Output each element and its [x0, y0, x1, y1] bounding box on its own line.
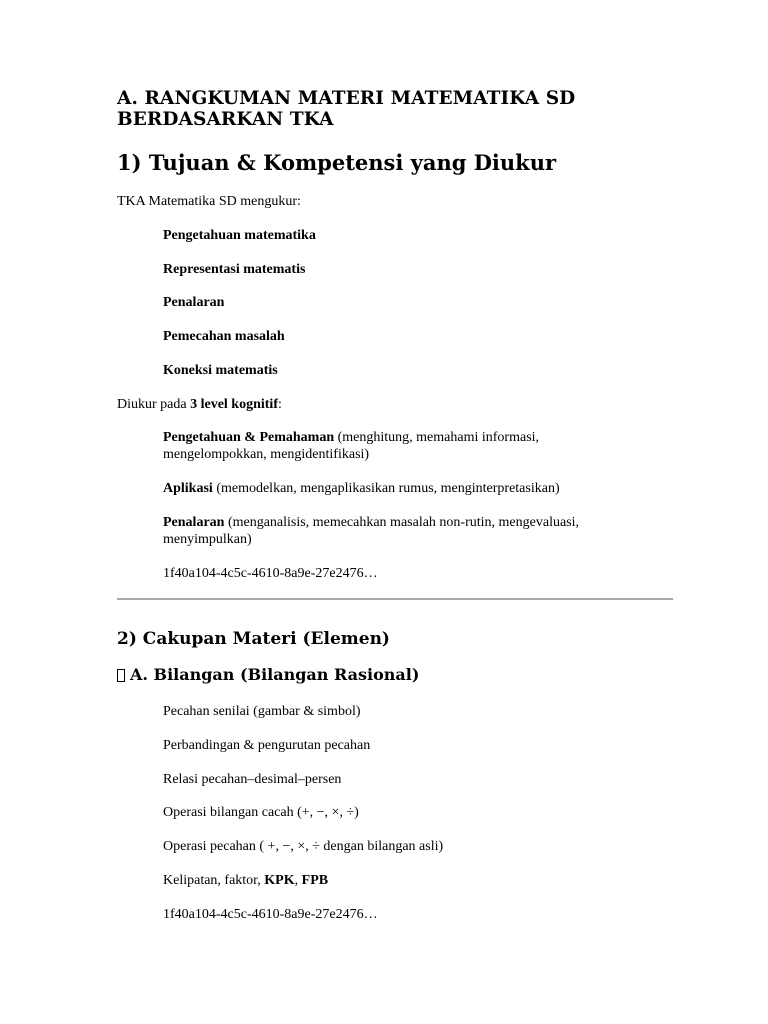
horizontal-divider	[117, 598, 673, 600]
section-1-intro: TKA Matematika SD mengukur:	[117, 194, 301, 209]
document-title: A. RANGKUMAN MATERI MATEMATIKA SD BERDASARKAN TKA	[117, 88, 576, 130]
competency-item: Representasi matematis	[163, 262, 306, 277]
material-item: Operasi bilangan cacah (+, −, ×, ÷)	[163, 805, 359, 820]
cognitive-level-item	[163, 480, 643, 497]
competency-item: Pemecahan masalah	[163, 329, 285, 344]
separator: ,	[294, 873, 302, 888]
truncated-id: 1f40a104-4c5c-4610-8a9e-27e2476…	[163, 566, 378, 581]
level-desc: (menghitung, memahami informasi, mengelompokkan, mengidentifikasi)	[163, 430, 540, 462]
cognitive-level-item	[163, 514, 643, 548]
levels-intro-prefix: Diukur pada	[117, 397, 191, 412]
subsection-title-text: A. Bilangan (Bilangan Rasional)	[130, 665, 420, 684]
levels-intro-suffix: :	[277, 397, 282, 412]
competency-item: Koneksi matematis	[163, 363, 278, 378]
section-2-title: 2) Cakupan Materi (Elemen)	[117, 629, 390, 649]
section-1-title: 1) Tujuan & Kompetensi yang Diukur	[117, 150, 557, 175]
level-term: Pengetahuan & Pemahaman	[163, 430, 335, 445]
level-desc: (menganalisis, memecahkan masalah non-rutin, mengevaluasi, menyimpulkan)	[163, 515, 580, 547]
level-desc: (memodelkan, mengaplikasikan rumus, menginterpretasikan)	[212, 481, 560, 496]
material-item: Operasi pecahan ( +, −, ×, ÷ dengan bilangan asli)	[163, 839, 444, 854]
cognitive-levels-intro	[117, 396, 282, 413]
truncated-id: 1f40a104-4c5c-4610-8a9e-27e2476…	[163, 907, 378, 922]
subsection-title	[117, 665, 419, 685]
level-term: Penalaran	[163, 515, 225, 530]
material-item: Pecahan senilai (gambar & simbol)	[163, 704, 361, 719]
levels-intro-bold: 3 level kognitif	[190, 397, 278, 412]
competency-item: Pengetahuan matematika	[163, 228, 316, 243]
fpb-term: FPB	[301, 873, 329, 888]
cognitive-level-item	[163, 429, 643, 463]
kpk-term: KPK	[264, 873, 295, 888]
material-item	[163, 872, 643, 889]
material-item: Relasi pecahan–desimal–persen	[163, 772, 342, 787]
material-item-prefix: Kelipatan, faktor,	[163, 873, 265, 888]
competency-item: Penalaran	[163, 295, 225, 310]
box-icon	[117, 669, 125, 682]
material-item: Perbandingan & pengurutan pecahan	[163, 738, 371, 753]
level-term: Aplikasi	[163, 481, 213, 496]
